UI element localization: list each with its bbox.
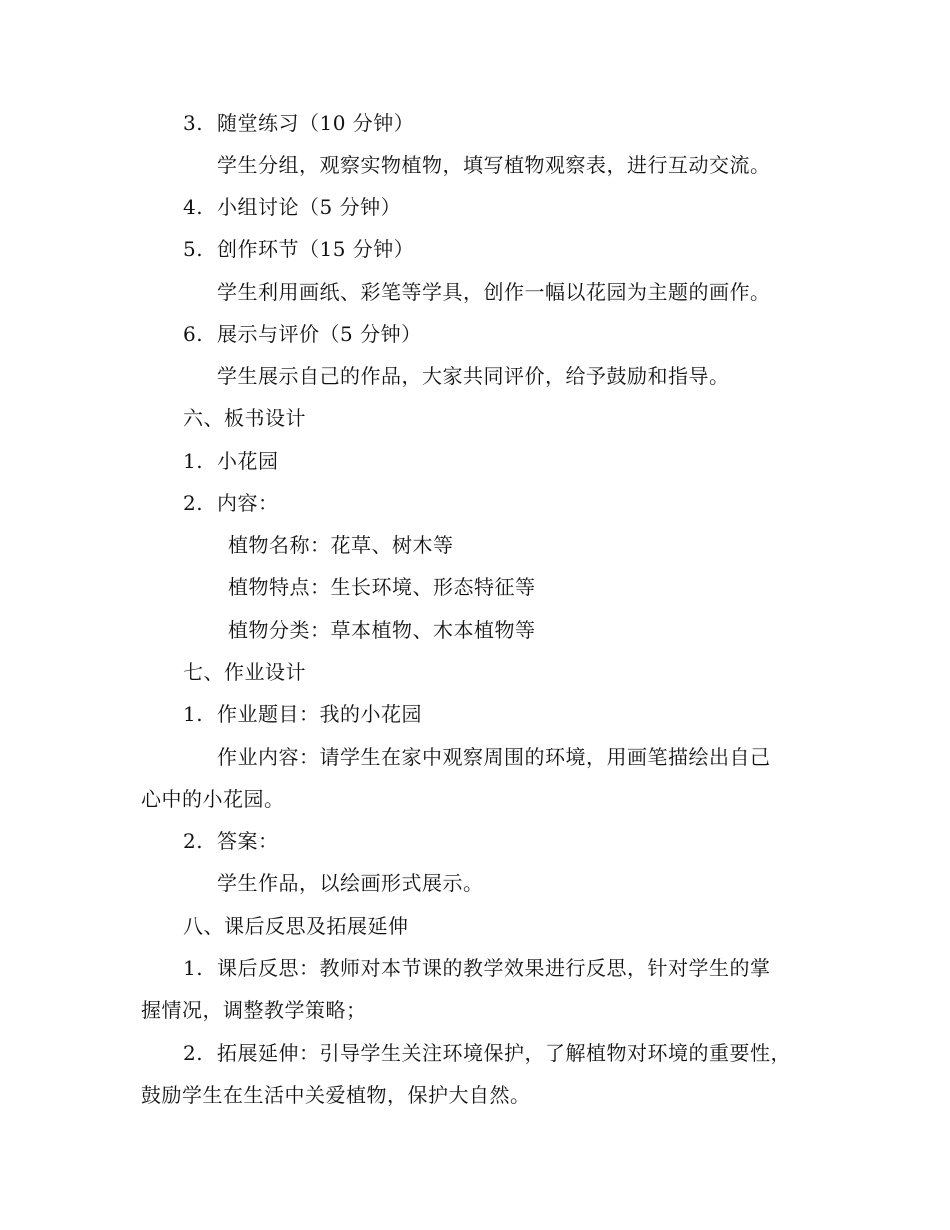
item-number: 3. [183,111,204,135]
paragraph: 学生展示自己的作品，大家共同评价，给予鼓励和指导。 [217,364,730,388]
item-number: 2. [183,1041,204,1065]
section-heading-6: 六、板书设计 [183,406,306,430]
list-item-1 [183,447,279,475]
item-text: 答案： [217,829,279,853]
paragraph-continuation: 心中的小花园。 [141,787,285,811]
item-text: 课后反思：教师对本节课的教学效果进行反思，针对学生的掌 [217,956,771,980]
section-heading-7: 七、作业设计 [183,660,306,684]
paragraph: 学生作品，以绘画形式展示。 [217,871,484,895]
item-number: 5. [183,237,204,261]
item-title: 创作环节（15 分钟） [217,237,415,261]
list-item-3 [183,109,414,137]
list-item-2 [183,1039,791,1067]
list-item-2 [183,489,279,517]
paragraph-continuation: 握情况，调整教学策略； [141,998,367,1022]
paragraph: 作业内容：请学生在家中观察周围的环境，用画笔描绘出自己 [217,745,771,769]
paragraph: 学生利用画纸、彩笔等学具，创作一幅以花园为主题的画作。 [217,280,771,304]
section-heading-8: 八、课后反思及拓展延伸 [183,914,409,938]
list-item-5 [183,235,414,263]
item-text: 作业题目：我的小花园 [217,702,422,726]
sub-item: 植物名称：花草、树木等 [228,533,454,557]
item-number: 4. [183,195,204,219]
item-title: 展示与评价（5 分钟） [217,322,422,346]
item-number: 1. [183,702,204,726]
item-text: 小花园 [217,449,279,473]
list-item-2 [183,827,279,855]
item-title: 小组讨论（5 分钟） [217,195,402,219]
sub-item: 植物分类：草本植物、木本植物等 [228,618,536,642]
paragraph: 学生分组，观察实物植物，填写植物观察表，进行互动交流。 [217,153,771,177]
item-text: 拓展延伸：引导学生关注环境保护，了解植物对环境的重要性， [217,1041,791,1065]
item-title: 随堂练习（10 分钟） [217,111,415,135]
item-number: 2. [183,491,204,515]
list-item-4 [183,193,401,221]
item-number: 6. [183,322,204,346]
paragraph-continuation: 鼓励学生在生活中关爱植物，保护大自然。 [141,1083,531,1107]
list-item-6 [183,320,422,348]
list-item-1 [183,700,422,728]
item-number: 2. [183,829,204,853]
list-item-1 [183,954,771,982]
item-text: 内容： [217,491,279,515]
item-number: 1. [183,956,204,980]
sub-item: 植物特点：生长环境、形态特征等 [228,575,536,599]
item-number: 1. [183,449,204,473]
